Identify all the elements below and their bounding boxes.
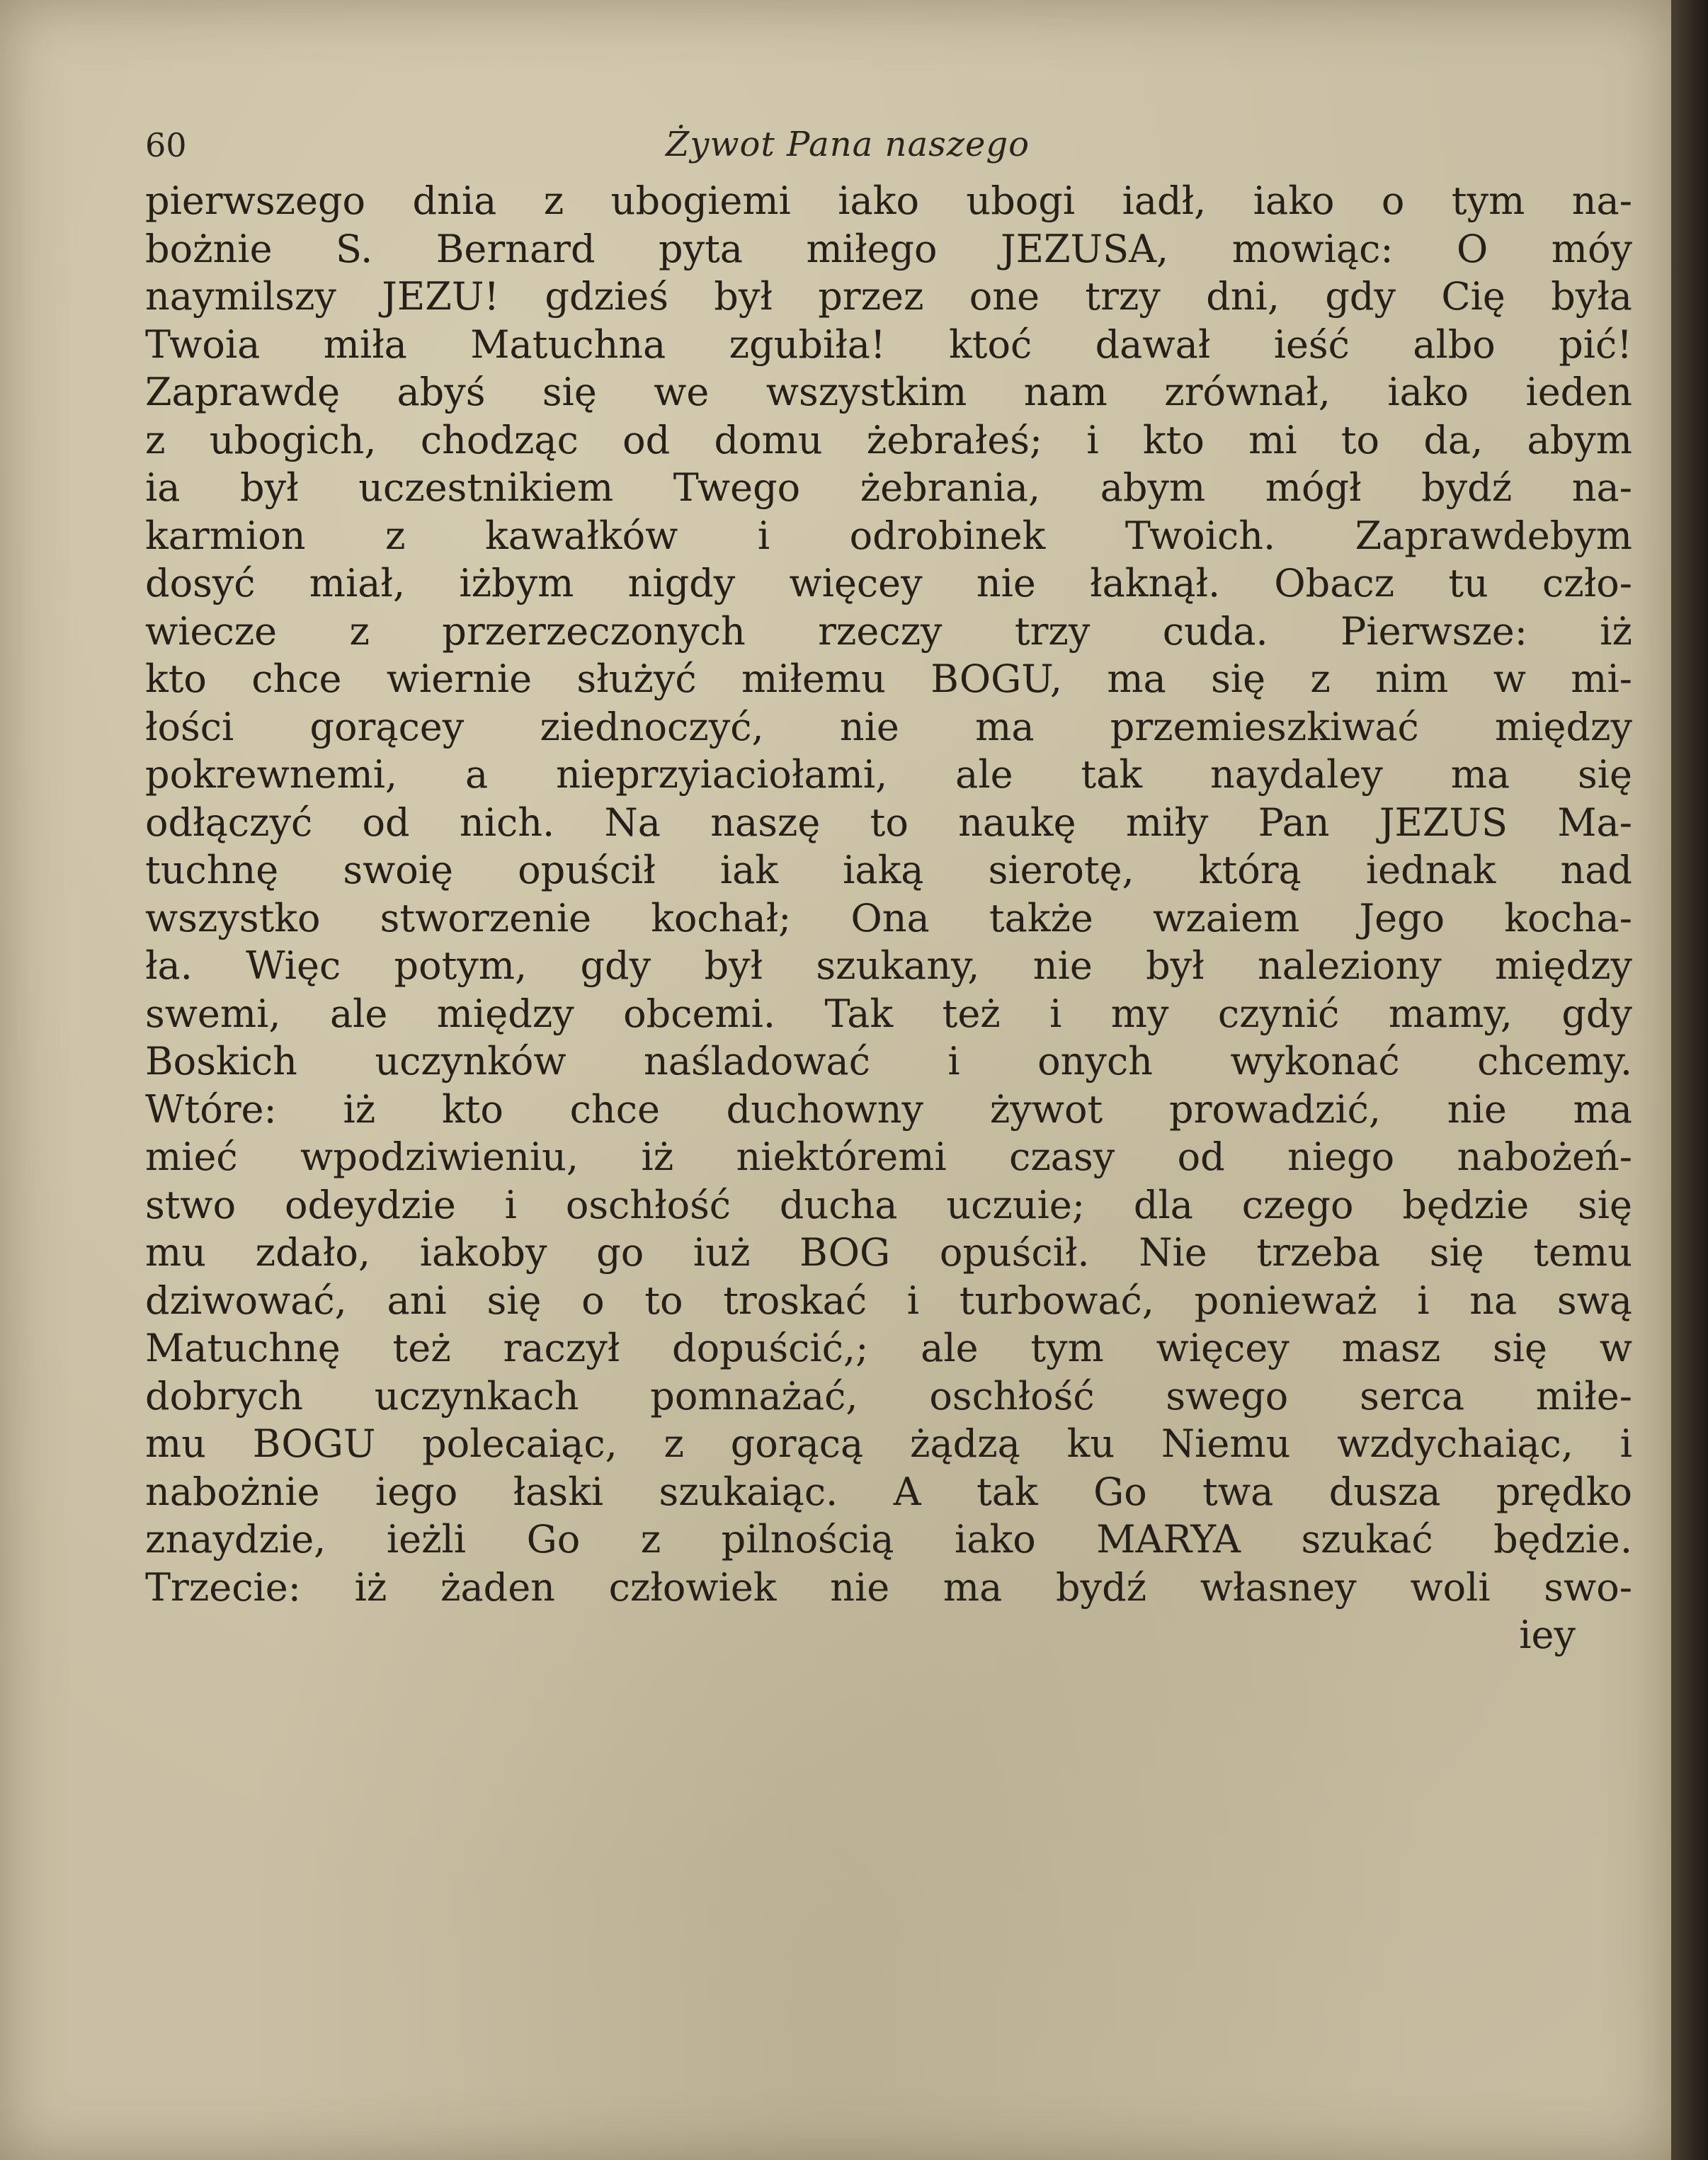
text-line-20: Wtóre: iż kto chce duchowny żywot prowadzić, nie ma — [145, 1086, 1632, 1132]
text-line-13: pokrewnemi, a nieprzyiaciołami, ale tak naydaley ma się — [145, 752, 1632, 797]
text-line-30: Trzecie: iż żaden człowiek nie ma bydź własney woli swo- — [145, 1564, 1632, 1610]
text-line-1: pierwszego dnia z ubogiemi iako ubogi iadł, iako o tym na- — [145, 178, 1632, 223]
text-line-22: stwo odeydzie i oschłość ducha uczuie; dla czego będzie się — [145, 1182, 1632, 1227]
book-gutter — [1671, 0, 1708, 2160]
text-line-6: z ubogich, chodząc od domu żebrałeś; i kto mi to da, abym — [145, 417, 1632, 462]
text-line-16: wszystko stworzenie kochał; Ona także wzaiem Jego kocha- — [145, 895, 1632, 940]
text-line-4: Twoia miła Matuchna zgubiła! ktoć dawał ieść albo pić! — [145, 322, 1632, 367]
text-line-24: dziwować, ani się o to troskać i turbować, ponieważ i na swą — [145, 1278, 1632, 1323]
text-line-11: kto chce wiernie służyć miłemu BOGU, ma się z nim w mi- — [145, 656, 1632, 701]
page-number: 60 — [145, 126, 187, 164]
text-line-19: Boskich uczynków naśladować i onych wykonać chcemy. — [145, 1039, 1632, 1084]
text-line-23: mu zdało, iakoby go iuż BOG opuścił. Nie trzeba się temu — [145, 1230, 1632, 1275]
text-line-12: łości gorącey ziednoczyć, nie ma przemieszkiwać między — [145, 704, 1632, 749]
text-line-3: naymilszy JEZU! gdzieś był przez one trzy dni, gdy Cię była — [145, 274, 1632, 319]
text-line-29: znaydzie, ieżli Go z pilnością iako MARYA szukać będzie. — [145, 1517, 1632, 1562]
text-line-15: tuchnę swoię opuścił iak iaką sierotę, którą iednak nad — [145, 848, 1632, 892]
text-line-18: swemi, ale między obcemi. Tak też i my czynić mamy, gdy — [145, 991, 1632, 1036]
text-line-7: ia był uczestnikiem Twego żebrania, abym mógł bydź na- — [145, 465, 1632, 510]
text-line-14: odłączyć od nich. Na naszę to naukę miły Pan JEZUS Ma- — [145, 800, 1632, 845]
page-header — [145, 120, 1632, 184]
text-line-28: nabożnie iego łaski szukaiąc. A tak Go twa dusza prędko — [145, 1469, 1632, 1514]
text-line-25: Matuchnę też raczył dopuścić,; ale tym więcey masz się w — [145, 1326, 1632, 1370]
text-line-9: dosyć miał, iżbym nigdy więcey nie łaknął. Obacz tu czło- — [145, 561, 1632, 606]
catchword: iey — [1519, 1613, 1576, 1657]
running-title: Żywot Pana naszego — [666, 125, 1030, 164]
body-text — [145, 177, 1632, 1659]
text-line-10: wiecze z przerzeczonych rzeczy trzy cuda. Pierwsze: iż — [145, 608, 1632, 654]
text-line-17: ła. Więc potym, gdy był szukany, nie był naleziony między — [145, 943, 1632, 988]
text-line-8: karmion z kawałków i odrobinek Twoich. Zaprawdebym — [145, 513, 1632, 558]
text-line-21: mieć wpodziwieniu, iż niektóremi czasy od niego nabożeń- — [145, 1135, 1632, 1179]
text-line-27: mu BOGU polecaiąc, z gorącą żądzą ku Niemu wzdychaiąc, i — [145, 1421, 1632, 1466]
text-line-2: bożnie S. Bernard pyta miłego JEZUSA, mowiąc: O móy — [145, 226, 1632, 271]
text-line-5: Zaprawdę abyś się we wszystkim nam zrównał, iako ieden — [145, 370, 1632, 414]
text-line-26: dobrych uczynkach pomnażać, oschłość swego serca miłe- — [145, 1373, 1632, 1419]
